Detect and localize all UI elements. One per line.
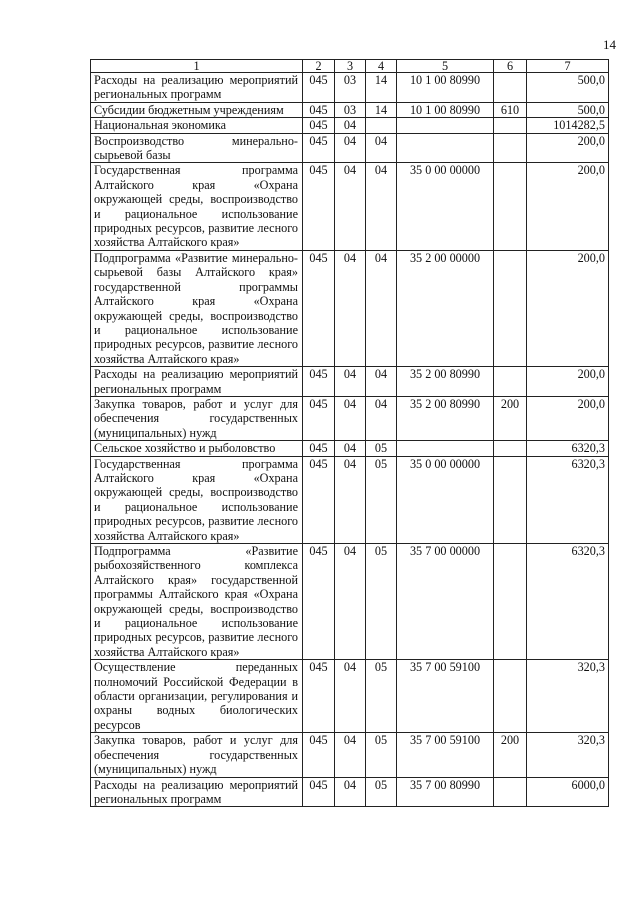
description-cell: Закупка товаров, работ и услуг для обеспечения государственных (муниципальных) нужд [91, 396, 303, 440]
table-row [91, 777, 609, 807]
subsection-code-cell: 04 [366, 367, 397, 397]
description-cell: Расходы на реализацию мероприятий региональных программ [91, 73, 303, 103]
section-code-cell: 04 [335, 660, 366, 733]
expense-type-cell [494, 163, 527, 250]
ministry-code-cell: 045 [303, 777, 335, 807]
description-cell: Осуществление переданных полномочий Российской Федерации в области организации, регулирования и охраны водных биологических ресурсов [91, 660, 303, 733]
description-cell: Субсидии бюджетным учреждениям [91, 102, 303, 117]
ministry-code-cell: 045 [303, 250, 335, 366]
table-row [91, 133, 609, 163]
target-article-cell: 35 2 00 00000 [397, 250, 494, 366]
section-code-cell: 04 [335, 396, 366, 440]
target-article-cell: 35 0 00 00000 [397, 163, 494, 250]
header-cell-5: 5 [397, 60, 494, 73]
section-code-cell: 04 [335, 544, 366, 660]
table-row [91, 733, 609, 777]
subsection-code-cell: 04 [366, 133, 397, 163]
amount-cell: 200,0 [527, 396, 609, 440]
expense-type-cell: 200 [494, 733, 527, 777]
section-code-cell: 04 [335, 733, 366, 777]
header-cell-6: 6 [494, 60, 527, 73]
amount-cell: 6320,3 [527, 441, 609, 456]
section-code-cell: 04 [335, 118, 366, 133]
amount-cell: 500,0 [527, 73, 609, 103]
page-number: 14 [603, 37, 616, 52]
target-article-cell: 35 0 00 00000 [397, 456, 494, 543]
amount-cell: 200,0 [527, 250, 609, 366]
target-article-cell: 35 7 00 00000 [397, 544, 494, 660]
ministry-code-cell: 045 [303, 118, 335, 133]
expense-type-cell: 610 [494, 102, 527, 117]
amount-cell: 1014282,5 [527, 118, 609, 133]
section-code-cell: 04 [335, 456, 366, 543]
ministry-code-cell: 045 [303, 544, 335, 660]
expense-type-cell [494, 441, 527, 456]
table-row [91, 163, 609, 250]
amount-cell: 500,0 [527, 102, 609, 117]
description-cell: Закупка товаров, работ и услуг для обеспечения государственных (муниципальных) нужд [91, 733, 303, 777]
section-code-cell: 03 [335, 102, 366, 117]
amount-cell: 6320,3 [527, 456, 609, 543]
section-code-cell: 03 [335, 73, 366, 103]
table-row [91, 367, 609, 397]
target-article-cell: 35 7 00 59100 [397, 660, 494, 733]
ministry-code-cell: 045 [303, 441, 335, 456]
description-cell: Подпрограмма «Развитие минерально-сырьевой базы Алтайского края» государственной программы Алтайского края «Охрана окружающей среды, воспроизводство и рациональное использование природных ресурсов, развитие лесного хозяйства Алтайского края» [91, 250, 303, 366]
budget-table [90, 59, 609, 807]
amount-cell: 320,3 [527, 660, 609, 733]
target-article-cell [397, 118, 494, 133]
target-article-cell: 35 7 00 59100 [397, 733, 494, 777]
expense-type-cell [494, 660, 527, 733]
description-cell: Подпрограмма «Развитие рыбохозяйственного комплекса Алтайского края» государственной программы Алтайского края «Охрана окружающей среды, воспроизводство и рациональное использование природных ресурсов, развитие лесного хозяйства Алтайского края» [91, 544, 303, 660]
subsection-code-cell: 04 [366, 250, 397, 366]
description-cell: Национальная экономика [91, 118, 303, 133]
amount-cell: 320,3 [527, 733, 609, 777]
description-cell: Воспроизводство минерально-сырьевой базы [91, 133, 303, 163]
table-row [91, 250, 609, 366]
subsection-code-cell [366, 118, 397, 133]
table-header-row [91, 60, 609, 73]
ministry-code-cell: 045 [303, 163, 335, 250]
subsection-code-cell: 05 [366, 733, 397, 777]
amount-cell: 6000,0 [527, 777, 609, 807]
ministry-code-cell: 045 [303, 660, 335, 733]
target-article-cell: 35 2 00 80990 [397, 396, 494, 440]
table-row [91, 456, 609, 543]
ministry-code-cell: 045 [303, 367, 335, 397]
subsection-code-cell: 05 [366, 441, 397, 456]
subsection-code-cell: 14 [366, 73, 397, 103]
subsection-code-cell: 05 [366, 777, 397, 807]
expense-type-cell [494, 73, 527, 103]
expense-type-cell [494, 456, 527, 543]
description-cell: Государственная программа Алтайского края «Охрана окружающей среды, воспроизводство и рациональное использование природных ресурсов, развитие лесного хозяйства Алтайского края» [91, 163, 303, 250]
ministry-code-cell: 045 [303, 396, 335, 440]
expense-type-cell [494, 133, 527, 163]
table-row [91, 544, 609, 660]
header-cell-1: 1 [91, 60, 303, 73]
description-cell: Государственная программа Алтайского края «Охрана окружающей среды, воспроизводство и рациональное использование природных ресурсов, развитие лесного хозяйства Алтайского края» [91, 456, 303, 543]
expense-type-cell [494, 118, 527, 133]
ministry-code-cell: 045 [303, 73, 335, 103]
subsection-code-cell: 05 [366, 660, 397, 733]
ministry-code-cell: 045 [303, 102, 335, 117]
target-article-cell: 10 1 00 80990 [397, 73, 494, 103]
section-code-cell: 04 [335, 441, 366, 456]
table-row [91, 660, 609, 733]
header-cell-3: 3 [335, 60, 366, 73]
section-code-cell: 04 [335, 133, 366, 163]
target-article-cell [397, 441, 494, 456]
table-row [91, 102, 609, 117]
expense-type-cell [494, 544, 527, 660]
ministry-code-cell: 045 [303, 133, 335, 163]
description-cell: Расходы на реализацию мероприятий региональных программ [91, 777, 303, 807]
header-cell-2: 2 [303, 60, 335, 73]
amount-cell: 200,0 [527, 367, 609, 397]
target-article-cell: 10 1 00 80990 [397, 102, 494, 117]
description-cell: Сельское хозяйство и рыболовство [91, 441, 303, 456]
amount-cell: 200,0 [527, 133, 609, 163]
expense-type-cell: 200 [494, 396, 527, 440]
expense-type-cell [494, 250, 527, 366]
subsection-code-cell: 04 [366, 396, 397, 440]
header-cell-7: 7 [527, 60, 609, 73]
subsection-code-cell: 05 [366, 456, 397, 543]
section-code-cell: 04 [335, 367, 366, 397]
subsection-code-cell: 04 [366, 163, 397, 250]
table-row [91, 73, 609, 103]
header-cell-4: 4 [366, 60, 397, 73]
subsection-code-cell: 05 [366, 544, 397, 660]
section-code-cell: 04 [335, 250, 366, 366]
ministry-code-cell: 045 [303, 733, 335, 777]
expense-type-cell [494, 367, 527, 397]
expense-type-cell [494, 777, 527, 807]
subsection-code-cell: 14 [366, 102, 397, 117]
section-code-cell: 04 [335, 777, 366, 807]
amount-cell: 200,0 [527, 163, 609, 250]
target-article-cell [397, 133, 494, 163]
section-code-cell: 04 [335, 163, 366, 250]
amount-cell: 6320,3 [527, 544, 609, 660]
ministry-code-cell: 045 [303, 456, 335, 543]
table-row [91, 118, 609, 133]
target-article-cell: 35 7 00 80990 [397, 777, 494, 807]
description-cell: Расходы на реализацию мероприятий региональных программ [91, 367, 303, 397]
table-row [91, 396, 609, 440]
target-article-cell: 35 2 00 80990 [397, 367, 494, 397]
table-row [91, 441, 609, 456]
